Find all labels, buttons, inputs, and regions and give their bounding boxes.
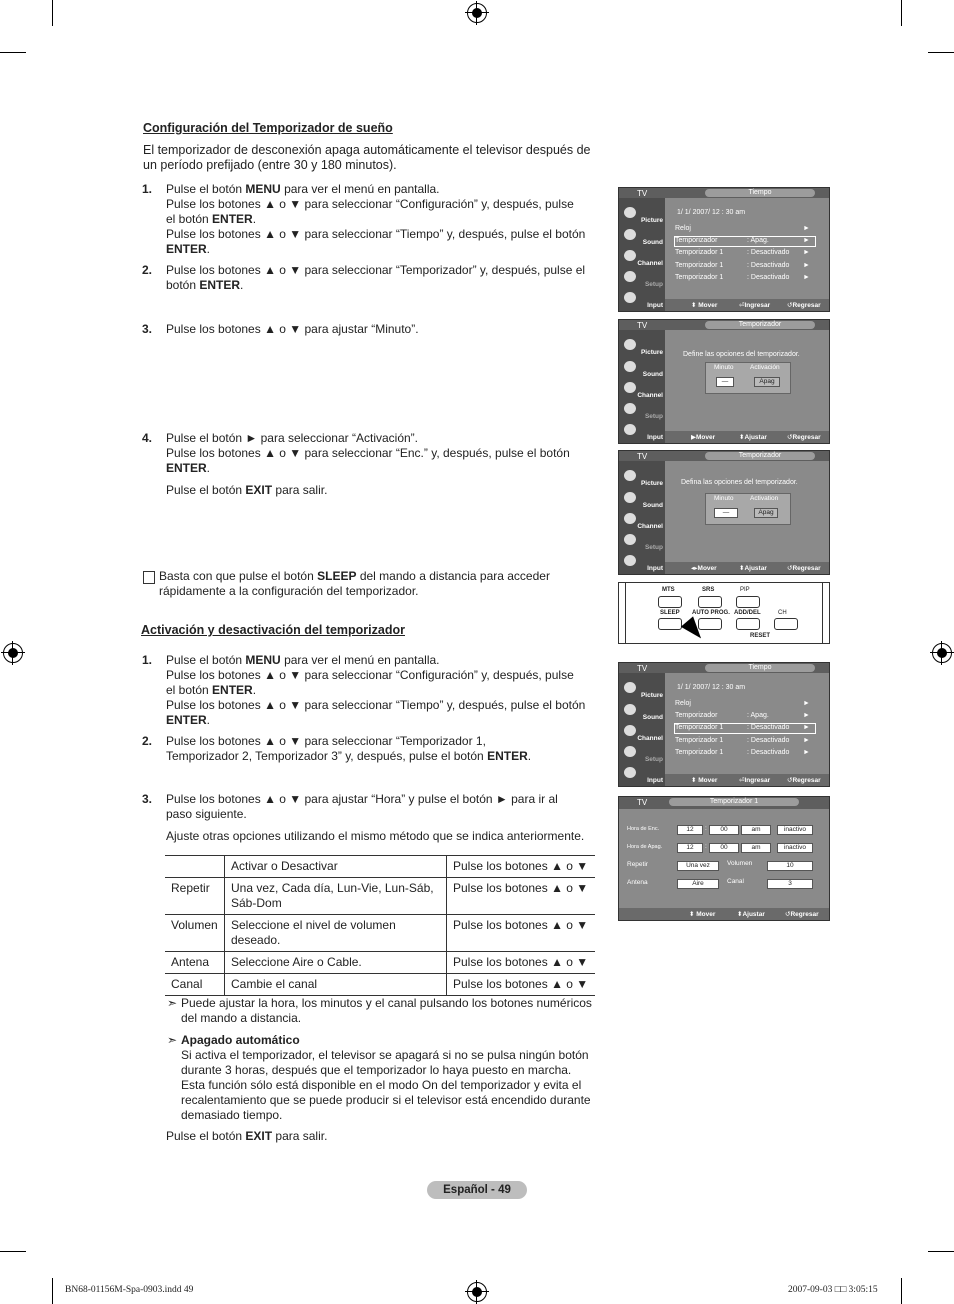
channel-icon	[624, 513, 636, 524]
table-row: Antena Seleccione Aire o Cable. Pulse los botones ▲ o ▼	[165, 952, 595, 974]
table-row: Volumen Seleccione el nivel de volumen deseado. Pulse los botones ▲ o ▼	[165, 915, 595, 952]
setup-icon	[624, 403, 636, 414]
registration-mark-icon	[467, 3, 487, 23]
menu-screen-temporizador: TV Temporizador Picture Sound Channel Setup Input Defina las opciones del temporizador. Minuto Activation — Apag ◂▸Mover ⬍Ajustar ↺Regresar	[618, 450, 830, 575]
channel-icon	[624, 725, 636, 736]
note: ➣ Puede ajustar la hora, los minutos y el canal pulsando los botones numéricos del mando a distancia.	[167, 996, 592, 1025]
section-heading: Activación y desactivación del temporizador	[141, 623, 405, 637]
input-icon	[624, 424, 636, 435]
remote-control-image: MTS SRS PIP SLEEP AUTO PROG. ADD/DEL CH RESET	[618, 582, 830, 644]
sound-icon	[624, 704, 636, 715]
arrow-note-icon: ➣	[167, 996, 178, 1010]
menu-screen-temporizador-1: TV Temporizador 1 Hora de Enc. 12 : 00 am inactivo Hora de Apag. 12 : 00 am inactivo Repetir Una vez Volumen 10 Antena Aire Canal 3 ⬍ Mover ⬍Ajustar ↺Regresar	[618, 796, 830, 921]
note: ➣ Apagado automático Si activa el temporizador, el televisor se apagará si no se pulsa ningún botón durante 3 horas, después que el temporizador lo haya puesto en marcha. Esta función sólo está disponible en el modo On del temporizador y evita el recalentamiento que se puede producir si el televisor está encendido durante demasiado tiempo.	[167, 1033, 591, 1122]
page-number-badge: Español - 49	[427, 1181, 527, 1199]
menu-screen-temporizador: TV Temporizador Picture Sound Channel Setup Input Define las opciones del temporizador. Minuto Activación — Apag ▶Mover ⬍Ajustar ↺Regresar	[618, 319, 830, 444]
note-icon	[143, 571, 155, 584]
section-heading: Configuración del Temporizador de sueño	[143, 121, 393, 135]
picture-icon	[624, 207, 636, 218]
channel-icon	[624, 250, 636, 261]
sound-icon	[624, 361, 636, 372]
setup-icon	[624, 534, 636, 545]
footer-date: 2007-09-03 □□ 3:05:15	[788, 1285, 878, 1295]
menu-screen-tiempo: TV Tiempo Picture Sound Channel Setup Input 1/ 1/ 2007/ 12 : 30 am Reloj ► Temporizador : Apag. ► Temporizador 1 : Desactivado ► Temporizador 1 : Desactivado ► Temporizador 1 : Desactivado ► ⬍ Mover ⏎Ingresar ↺Regresar	[618, 187, 830, 312]
table-row: Activar o Desactivar Pulse los botones ▲ o ▼	[165, 856, 595, 878]
input-icon	[624, 555, 636, 566]
intro-text: El temporizador de desconexión apaga automáticamente el televisor después de un período prefijado (entre 30 y 180 minutos).	[143, 143, 591, 172]
input-icon	[624, 767, 636, 778]
registration-mark-icon	[467, 1282, 487, 1302]
setup-icon	[624, 271, 636, 282]
input-icon	[624, 292, 636, 303]
picture-icon	[624, 682, 636, 693]
registration-mark-icon	[3, 643, 23, 663]
exit-text: Pulse el botón EXIT para salir.	[166, 1129, 328, 1143]
footer-file: BN68-01156M-Spa-0903.indd 49	[65, 1285, 194, 1295]
picture-icon	[624, 470, 636, 481]
channel-icon	[624, 382, 636, 393]
table-row: Repetir Una vez, Cada día, Lun-Vie, Lun-Sáb, Sáb-Dom Pulse los botones ▲ o ▼	[165, 878, 595, 915]
options-table	[165, 855, 595, 996]
picture-icon	[624, 339, 636, 350]
registration-mark-icon	[932, 643, 952, 663]
table-row: Canal Cambie el canal Pulse los botones ▲ o ▼	[165, 974, 595, 996]
menu-screen-tiempo: TV Tiempo Picture Sound Channel Setup Input 1/ 1/ 2007/ 12 : 30 am Reloj ► Temporizador : Apag. ► Temporizador 1 : Desactivado ► Temporizador 1 : Desactivado ► Temporizador 1 : Desactivado ► ⬍ Mover ⏎Ingresar ↺Regresar	[618, 662, 830, 787]
sound-icon	[624, 229, 636, 240]
tip-note: Basta con que pulse el botón SLEEP del mando a distancia para acceder rápidamente a la configuración del temporizador.	[143, 569, 583, 599]
arrow-note-icon: ➣	[167, 1033, 178, 1047]
sound-icon	[624, 492, 636, 503]
setup-icon	[624, 746, 636, 757]
